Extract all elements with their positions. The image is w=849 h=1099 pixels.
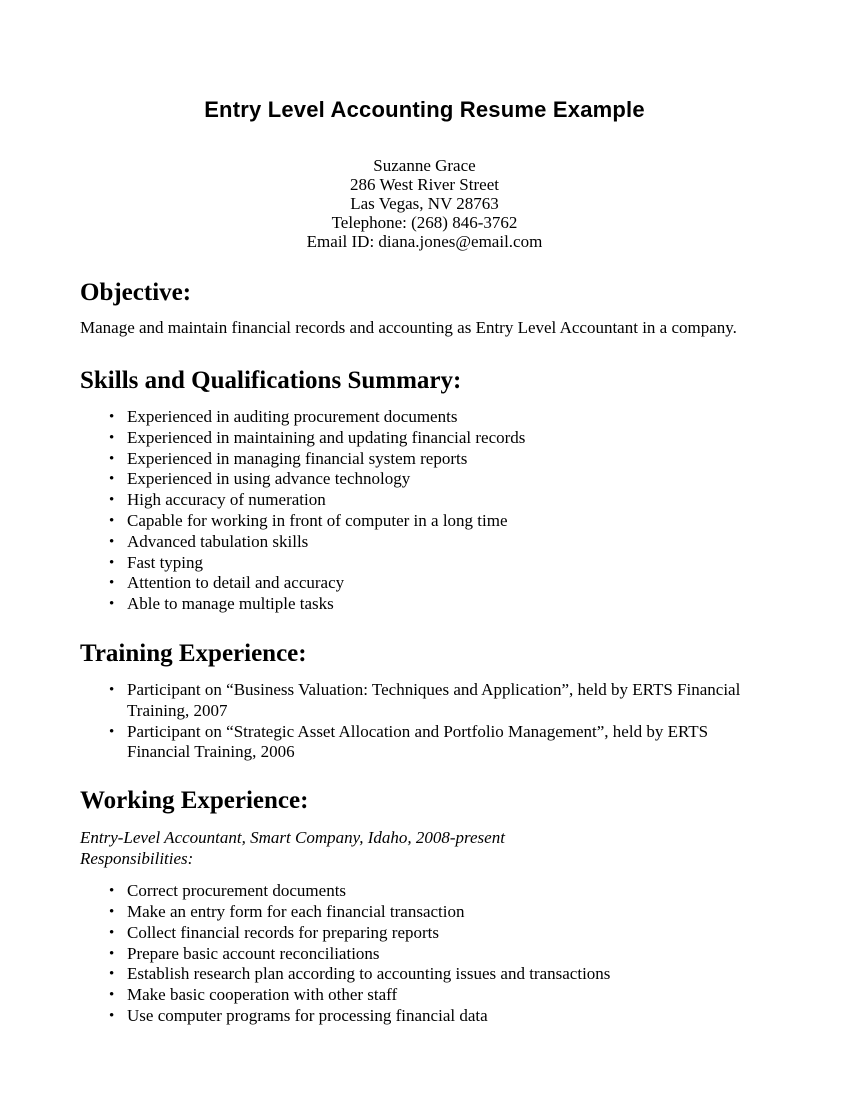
page-title: Entry Level Accounting Resume Example [204,97,645,122]
list-item: • Experienced in managing financial system reports [127,449,769,470]
list-item: • Collect financial records for preparing reports [127,923,769,944]
working-list [80,881,769,1027]
contact-block [80,156,769,251]
list-item: • Able to manage multiple tasks [127,594,769,615]
list-item: • Use computer programs for processing financial data [127,1006,769,1027]
objective-heading: Objective: [80,279,192,306]
list-item: • Participant on “Strategic Asset Allocation and Portfolio Management”, held by ERTS Financial Training, 2006 [127,722,769,764]
training-list [80,680,769,763]
list-item: • Attention to detail and accuracy [127,573,769,594]
list-item: • Make an entry form for each financial transaction [127,902,769,923]
skills-list [80,407,769,615]
objective-text: Manage and maintain financial records and accounting as Entry Level Accountant in a company. [80,318,737,337]
list-item: • Prepare basic account reconciliations [127,944,769,965]
contact-street: 286 West River Street [350,175,499,194]
list-item: • Fast typing [127,553,769,574]
contact-email: Email ID: diana.jones@email.com [306,232,543,251]
list-item: • Experienced in maintaining and updating financial records [127,428,769,449]
list-item: • Establish research plan according to accounting issues and transactions [127,964,769,985]
list-item: • Make basic cooperation with other staff [127,985,769,1006]
training-heading: Training Experience: [80,639,307,667]
list-item: • Correct procurement documents [127,881,769,902]
list-item: • Participant on “Business Valuation: Techniques and Application”, held by ERTS Financial Training, 2007 [127,680,769,722]
list-item: • High accuracy of numeration [127,490,769,511]
list-item: • Experienced in using advance technology [127,469,769,490]
working-heading: Working Experience: [80,787,309,815]
list-item: • Capable for working in front of computer in a long time [127,511,769,532]
list-item: • Experienced in auditing procurement documents [127,407,769,428]
list-item: • Advanced tabulation skills [127,532,769,553]
contact-name: Suzanne Grace [373,156,476,175]
responsibilities-label: Responsibilities: [80,849,194,869]
job-title-line: Entry-Level Accountant, Smart Company, Idaho, 2008-present [80,828,505,848]
contact-city: Las Vegas, NV 28763 [350,194,499,213]
skills-heading: Skills and Qualifications Summary: [80,367,462,394]
contact-telephone: Telephone: (268) 846-3762 [331,213,518,232]
